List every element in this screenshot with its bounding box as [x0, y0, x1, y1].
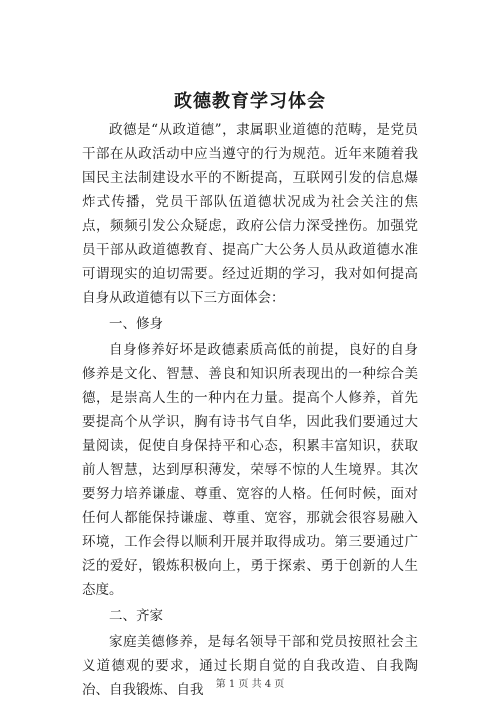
intro-paragraph: 政德是“从政道德”，隶属职业道德的范畴，是党员干部在从政活动中应当遵守的行为规范。近年来随着我国民主法制建设水平的不断提高，互联网引发的信息爆炸式传播，党员干部队伍道德状况成为社会关注的焦点，频频引发公众疑虑，政府公信力深受挫伤。加强党员干部从政道德教育、提高广大公务人员从政道德水准可谓现实的迫切需要。经过近期的学习，我对如何提高自身从政道德有以下三方面体会： — [82, 122, 418, 306]
section-paragraph-xiushen: 自身修养好坏是政德素质高低的前提，良好的自身修养是文化、智慧、善良和知识所表现出的一种综合美德，是崇高人生的一种内在力量。提高个人修养，首先要提高个从学识，胸有诗书气自华，因此我们要通过大量阅读，促使自身保持平和心态，积累丰富知识，获取前人智慧，达到厚积薄发，荣辱不惊的人生境界。其次要努力培养谦虚、尊重、宽容的人格。任何时候，面对任何人都能保持谦虚、尊重、宽容，那就会很容易融入环境，工作会得以顺利开展并取得成功。第三要通过广泛的爱好，锻炼积极向上，勇于探索、勇于创新的人生态度。 — [82, 342, 418, 598]
section-heading-xiushen: 一、修身 — [109, 316, 163, 332]
section-paragraph-qijia: 家庭美德修养，是每名领导干部和党员按照社会主义道德观的要求，通过长期自觉的自我改造、自我陶冶、自我锻炼、自我 — [82, 634, 418, 698]
document-body — [82, 118, 418, 702]
section-heading-qijia: 二、齐家 — [109, 608, 163, 624]
document-title: 政德教育学习体会 — [174, 91, 326, 112]
page-footer: 第 1 页 共 4 页 — [215, 679, 285, 690]
